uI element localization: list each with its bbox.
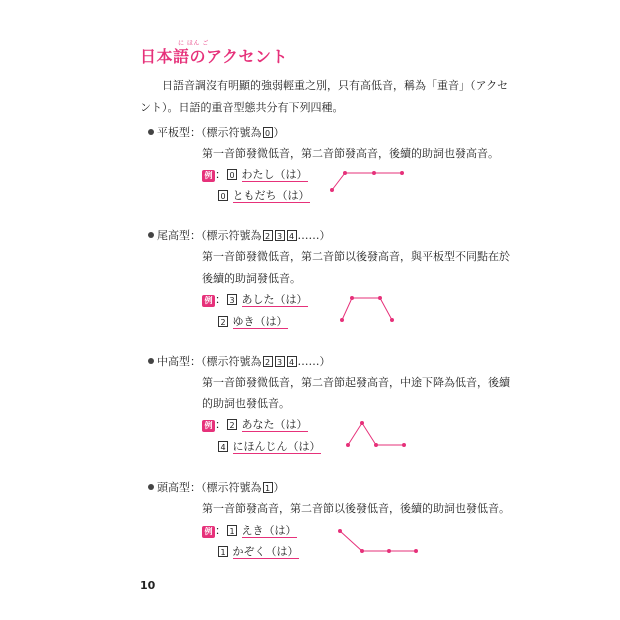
example-row: 例 ： 3 あした（は） (202, 293, 308, 307)
example-badge: 例 (202, 295, 215, 307)
example-particle: （は） (265, 545, 299, 558)
pitch-diagram-nakadaka (347, 422, 406, 447)
example-particle: （は） (274, 168, 308, 181)
accent-mark: 4 (287, 356, 297, 367)
intro-line-2: ント）。日語的重音型態共分有下列四種。 (140, 101, 344, 114)
example-particle: （は） (287, 440, 321, 453)
example-particle: （は） (274, 418, 308, 431)
example-word: えき (241, 524, 264, 537)
section-desc-nakadaka-2: 的助詞也發低音。 (202, 397, 290, 410)
accent-mark: 3 (275, 230, 285, 241)
heading-suffix: ） (273, 126, 285, 139)
example-row: 例 ： 1 えき（は） (202, 524, 297, 538)
pitch-diagram-heiban (331, 172, 404, 192)
section-desc-heiban: 第一音節發微低音，第二音節發高音，後續的助詞也發高音。 (202, 147, 499, 160)
section-desc-nakadaka-1: 第一音節發微低音，第二音節起發高音，中途下降為低音，後續 (202, 376, 510, 389)
example-row: 例 ： 2 あなた（は） (202, 418, 308, 432)
pitch-diagram-odaka (341, 297, 394, 322)
accent-mark: 0 (263, 127, 273, 138)
heading-suffix: ） (273, 481, 285, 494)
section-desc-odaka-2: 後續的助詞發低音。 (202, 272, 301, 285)
accent-mark: 4 (218, 441, 228, 452)
example-word: にほんじん (232, 440, 288, 453)
pitch-diagram-atamadaka (339, 530, 418, 553)
heading-text: 頭高型：（標示符號為 (157, 481, 262, 494)
accent-mark: 2 (263, 230, 273, 241)
example-badge: 例 (202, 526, 215, 538)
example-badge: 例 (202, 170, 215, 182)
example-badge: 例 (202, 420, 215, 432)
example-word: かぞく (232, 545, 266, 558)
example-word: あなた (241, 418, 275, 431)
accent-mark: 4 (287, 230, 297, 241)
accent-mark: 2 (263, 356, 273, 367)
intro-line-1: 日語音調沒有明顯的強弱輕重之別，只有高低音，稱為「重音」（アクセ (162, 79, 509, 92)
example-row: 例 ： 0 わたし（は） (202, 168, 308, 182)
example-particle: （は） (274, 293, 308, 306)
accent-mark: 2 (227, 419, 237, 430)
example-particle: （は） (276, 189, 310, 202)
accent-mark: 0 (227, 169, 237, 180)
example-word: あした (241, 293, 275, 306)
accent-mark: 3 (275, 356, 285, 367)
section-desc-atamadaka: 第一音節發高音，第二音節以後發低音，後續的助詞也發低音。 (202, 502, 510, 515)
accent-mark: 1 (227, 525, 237, 536)
example-word: わたし (241, 168, 275, 181)
example-word: ともだち (232, 189, 277, 202)
accent-mark: 2 (218, 316, 228, 327)
heading-text: 平板型：（標示符號為 (157, 126, 262, 139)
page-title: 日本語のアクセント (140, 47, 289, 66)
example-particle: （は） (263, 524, 297, 537)
example-particle: （は） (254, 315, 288, 328)
accent-mark: 3 (227, 294, 237, 305)
accent-mark: 1 (263, 482, 273, 493)
page-number: 10 (140, 579, 156, 592)
title-ruby: に ほん ご (178, 40, 209, 47)
example-word: ゆき (232, 315, 255, 328)
heading-suffix: ……） (297, 355, 331, 368)
heading-text: 中高型：（標示符號為 (157, 355, 262, 368)
heading-text: 尾高型：（標示符號為 (157, 229, 262, 242)
heading-suffix: ……） (297, 229, 331, 242)
accent-mark: 1 (218, 546, 228, 557)
section-desc-odaka-1: 第一音節發微低音，第二音節以後發高音，與平板型不同點在於 (202, 250, 510, 263)
accent-mark: 0 (218, 190, 228, 201)
